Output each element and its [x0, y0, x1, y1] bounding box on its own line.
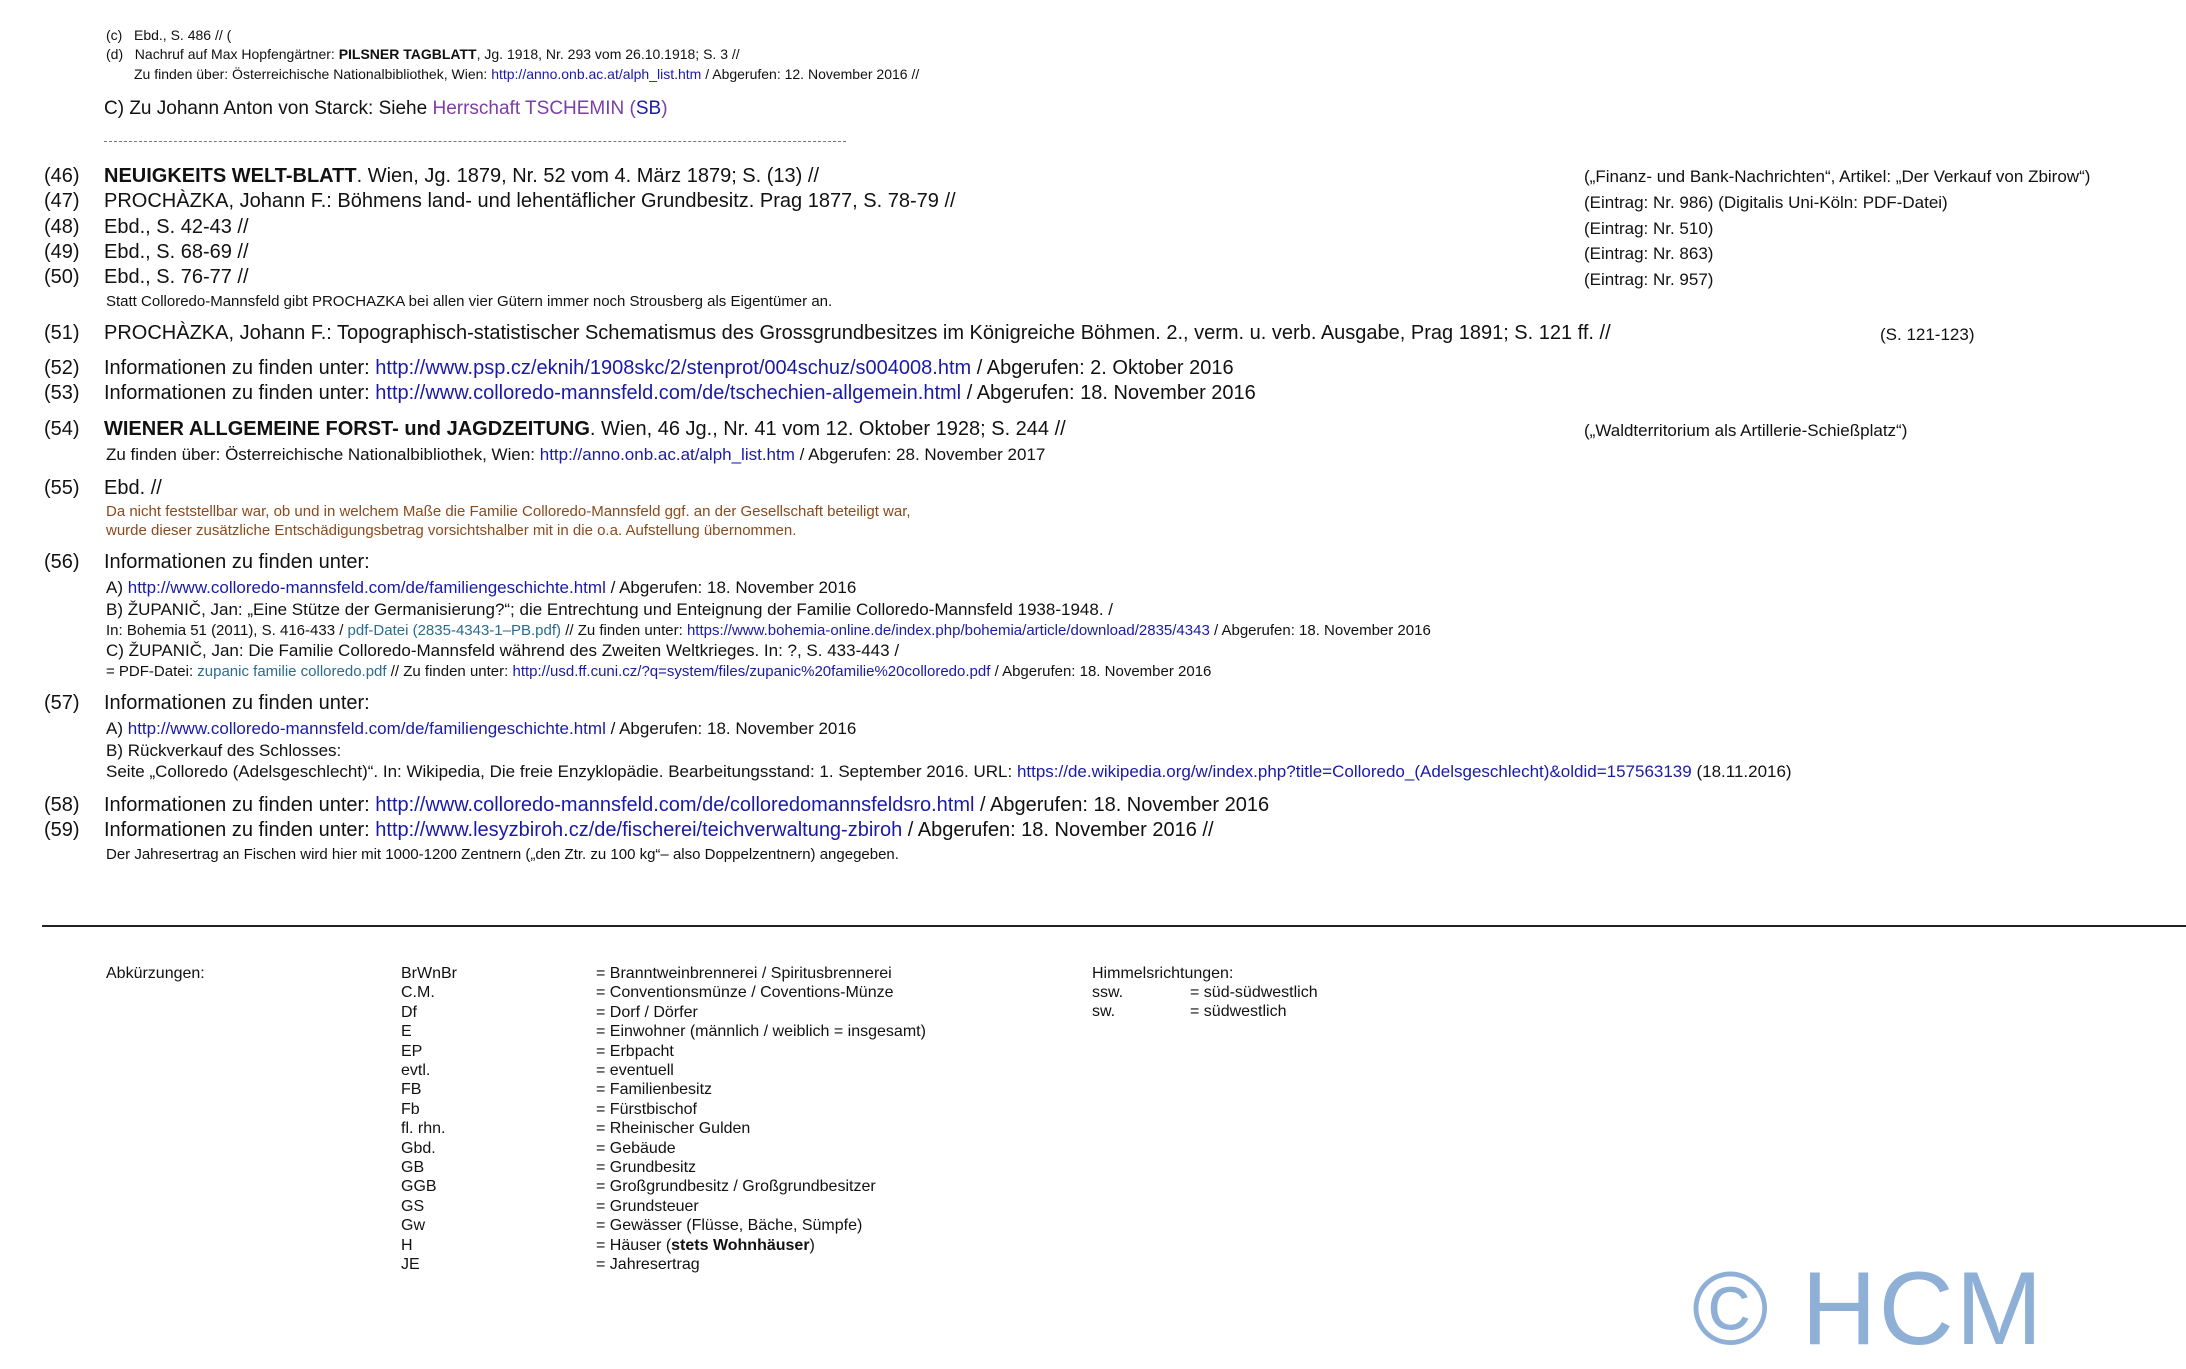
ref-d-label: (d)	[106, 46, 124, 62]
abbrev-value-pre: = Häuser (	[596, 1236, 672, 1254]
entry-number: (50)	[44, 266, 80, 288]
entry-47-note: (Eintrag: Nr. 986) (Digitalis Uni-Köln: PDF-Datei)	[1584, 193, 1948, 212]
abbrev-key: BrWnBr	[401, 965, 457, 982]
ref-c-label: (c)	[106, 27, 123, 43]
himmel-keys	[1092, 983, 1123, 1022]
entry-56-c-in-mid: // Zu finden unter:	[390, 663, 509, 680]
abbrev-value: = Gewässer (Flüsse, Bäche, Sümpfe)	[596, 1217, 863, 1235]
entry-53-post: / Abgerufen: 18. November 2016	[966, 382, 1256, 404]
entry-54-sub	[106, 445, 1045, 465]
entry-56-b: B) ŽUPANIČ, Jan: „Eine Stütze der Germanisierung?“; die Entrechtung und Enteignung der Familie Colloredo-Mannsfeld 1938-1948. /	[106, 600, 1113, 619]
abbrev-key: Fb	[401, 1100, 420, 1118]
cuni-link[interactable]: http://usd.ff.cuni.cz/?q=system/files/zupanic%20familie%20colloredo.pdf	[512, 663, 991, 680]
entry-56-c: C) ŽUPANIČ, Jan: Die Familie Colloredo-Mannsfeld während des Zweiten Weltkrieges. In: ?, S. 433-443 /	[106, 641, 900, 660]
pdf-link[interactable]: pdf-Datei (2835-4343-1–PB.pdf)	[347, 622, 562, 639]
entry-58-pre: Informationen zu finden unter:	[104, 794, 370, 816]
entry-46-bold: NEUIGKEITS WELT-BLATT	[104, 165, 357, 187]
dashed-divider	[104, 141, 846, 142]
entry-46-text: . Wien, Jg. 1879, Nr. 52 vom 4. März 1879; S. (13) //	[356, 165, 819, 187]
abbrev-key: E	[401, 1023, 412, 1041]
entry-number: (56)	[44, 551, 80, 573]
abbrev-value-post: )	[809, 1236, 815, 1254]
abbrev-title: Abkürzungen:	[106, 965, 205, 982]
abbrev-key: EP	[401, 1042, 423, 1060]
entry-54	[104, 418, 1066, 441]
himmel-value: = südwestlich	[1190, 1003, 1287, 1021]
himmel-key: ssw.	[1092, 984, 1124, 1001]
entry-58-post: / Abgerufen: 18. November 2016	[980, 794, 1270, 816]
colloredo-sro-link[interactable]: http://www.colloredo-mannsfeld.com/de/colloredomannsfeldsro.html	[375, 794, 975, 816]
entry-55-note-1: Da nicht feststellbar war, ob und in welchem Maße die Familie Colloredo-Mannsfeld ggf. an der Gesellschaft beteiligt war,	[106, 503, 911, 520]
entry-48-note: (Eintrag: Nr. 510)	[1584, 219, 1714, 238]
entry-57-b: B) Rückverkauf des Schlosses:	[106, 741, 342, 760]
ref-d-bold: PILSNER TAGBLATT	[338, 46, 477, 62]
abbrev-key: Gbd.	[401, 1139, 436, 1157]
abbrev-key: H	[401, 1236, 413, 1254]
himmel-title: Himmelsrichtungen:	[1092, 965, 1234, 982]
entry-54-bold: WIENER ALLGEMEINE FORST- und JAGDZEITUNG	[104, 418, 590, 440]
psp-link[interactable]: http://www.psp.cz/eknih/1908skc/2/stenprot/004schuz/s004008.htm	[375, 357, 972, 379]
entry-number: (59)	[44, 819, 80, 841]
entry-number: (55)	[44, 477, 80, 499]
ref-d-post: , Jg. 1918, Nr. 293 vom 26.10.1918; S. 3 //	[476, 46, 740, 62]
familiengeschichte-link[interactable]: http://www.colloredo-mannsfeld.com/de/familiengeschichte.html	[127, 719, 606, 738]
entry-52	[104, 357, 1234, 380]
entry-number: (54)	[44, 418, 80, 440]
entry-57-a	[106, 719, 856, 739]
entry-56-b-in-pre: In: Bohemia 51 (2011), S. 416-433 /	[106, 622, 344, 639]
entry-57: Informationen zu finden unter:	[104, 692, 370, 714]
abbrev-value: = Conventionsmünze / Coventions-Münze	[596, 984, 894, 1002]
abbrev-value	[596, 1236, 926, 1255]
entry-54-note: („Waldterritorium als Artillerie-Schießplatz“)	[1584, 421, 1908, 440]
entry-56: Informationen zu finden unter:	[104, 551, 370, 573]
abbrev-value: = Grundsteuer	[596, 1197, 699, 1215]
entry-50-sub: Statt Colloredo-Mannsfeld gibt PROCHAZKA bei allen vier Gütern immer noch Strousberg als Eigentümer an.	[106, 293, 833, 310]
entry-49: Ebd., S. 68-69 //	[104, 241, 249, 263]
entry-53	[104, 382, 1256, 405]
himmel-values	[1190, 983, 1318, 1022]
ref-d	[106, 46, 740, 62]
entry-54-text: . Wien, 46 Jg., Nr. 41 vom 12. Oktober 1928; S. 244 //	[589, 418, 1066, 440]
entry-51-note: (S. 121-123)	[1880, 325, 1975, 344]
entry-52-pre: Informationen zu finden unter:	[104, 357, 370, 379]
abbrev-value: = Gebäude	[596, 1139, 676, 1157]
entry-number: (52)	[44, 357, 80, 379]
entry-number: (49)	[44, 241, 80, 263]
entry-57-a-pre: A)	[106, 719, 123, 738]
abbrev-key: C.M.	[401, 984, 435, 1002]
abbrev-value: = Branntweinbrennerei / Spiritusbrennerei	[596, 965, 892, 982]
abbrev-key: JE	[401, 1256, 420, 1274]
entry-50-note: (Eintrag: Nr. 957)	[1584, 270, 1714, 289]
entry-46-note: („Finanz- und Bank-Nachrichten“, Artikel: „Der Verkauf von Zbirow“)	[1584, 167, 2091, 186]
starck-line	[104, 98, 668, 120]
entry-number: (53)	[44, 382, 80, 404]
entry-54-sub-pre: Zu finden über: Österreichische Nationalbibliothek, Wien:	[106, 445, 535, 464]
entry-number: (51)	[44, 322, 80, 344]
entry-56-a	[106, 578, 856, 598]
entry-46	[104, 165, 819, 188]
entry-number: (47)	[44, 190, 80, 212]
abbrev-key: fl. rhn.	[401, 1120, 446, 1138]
entry-57-wiki-pre: Seite „Colloredo (Adelsgeschlecht)“. In: Wikipedia, Die freie Enzyklopädie. Bearbeitungsstand: 1. September 2016. URL:	[106, 762, 1013, 781]
abbrev-value: = Jahresertrag	[596, 1256, 700, 1274]
entry-56-c-in-post: / Abgerufen: 18. November 2016	[994, 663, 1212, 680]
copyright-watermark: © HCM	[1692, 1251, 2045, 1367]
ref-c	[106, 27, 231, 43]
entry-number: (57)	[44, 692, 80, 714]
entry-55: Ebd. //	[104, 477, 162, 499]
abbrev-key: GB	[401, 1159, 425, 1177]
entry-54-sub-post: / Abgerufen: 28. November 2017	[799, 445, 1046, 464]
abbrev-value: = Familienbesitz	[596, 1081, 713, 1099]
abbrev-value: = eventuell	[596, 1062, 674, 1080]
entry-number: (46)	[44, 165, 80, 187]
himmel-value: = süd-südwestlich	[1190, 984, 1318, 1001]
entry-56-c-in-pre: = PDF-Datei:	[106, 663, 194, 680]
starck-pre: C) Zu Johann Anton von Starck: Siehe	[104, 98, 428, 119]
footer-rule	[42, 925, 2186, 927]
bohemia-link[interactable]: https://www.bohemia-online.de/index.php/bohemia/article/download/2835/4343	[686, 622, 1210, 639]
abbrev-value: = Rheinischer Gulden	[596, 1120, 751, 1138]
entry-57-wiki-post: (18.11.2016)	[1696, 762, 1792, 781]
entry-47: PROCHÀZKA, Johann F.: Böhmens land- und lehentäflicher Grundbesitz. Prag 1877, S. 78-79 //	[104, 190, 956, 212]
ref-c-text: Ebd., S. 486 // (	[134, 27, 232, 43]
abbrev-value-bold: stets Wohnhäuser	[671, 1236, 810, 1254]
abbrev-key: evtl.	[401, 1062, 431, 1080]
ref-d-pre: Nachruf auf Max Hopfengärtner:	[134, 46, 335, 62]
sb-paren-open: (	[629, 98, 636, 119]
entry-51: PROCHÀZKA, Johann F.: Topographisch-statistischer Schematismus des Grossgrundbesitzes im Königreiche Böhmen. 2., verm. u. verb. Ausgabe, Prag 1891; S. 121 ff. //	[104, 322, 1611, 344]
entry-number: (48)	[44, 216, 80, 238]
abbrev-key: GGB	[401, 1178, 437, 1196]
entry-57-a-post: / Abgerufen: 18. November 2016	[610, 719, 857, 738]
colloredo-link[interactable]: http://www.colloredo-mannsfeld.com/de/tschechien-allgemein.html	[375, 382, 962, 404]
abbrev-key: Df	[401, 1003, 417, 1021]
entry-53-pre: Informationen zu finden unter:	[104, 382, 370, 404]
find-pre: Zu finden über: Österreichische Nationalbibliothek, Wien:	[134, 66, 488, 82]
find-post: / Abgerufen: 12. November 2016 //	[705, 66, 920, 82]
entry-59-sub: Der Jahresertrag an Fischen wird hier mit 1000-1200 Zentnern („den Ztr. zu 100 kg“– also Doppelzentnern) angegeben.	[106, 846, 899, 863]
sb-link[interactable]: SB	[635, 98, 662, 119]
entry-50: Ebd., S. 76-77 //	[104, 266, 249, 288]
entry-56-a-post: / Abgerufen: 18. November 2016	[610, 578, 857, 597]
entry-52-post: / Abgerufen: 2. Oktober 2016	[976, 357, 1234, 379]
abbrev-value: = Grundbesitz	[596, 1159, 697, 1177]
entry-56-c-in	[106, 663, 1211, 680]
abbrev-value: = Dorf / Dörfer	[596, 1003, 698, 1021]
entry-59-post: / Abgerufen: 18. November 2016 //	[907, 819, 1214, 841]
entry-56-b-in	[106, 622, 1431, 639]
entry-48: Ebd., S. 42-43 //	[104, 216, 249, 238]
ref-d-find	[134, 66, 919, 82]
entry-55-note-2: wurde dieser zusätzliche Entschädigungsbetrag vorsichtshalber mit in die o.a. Aufstellung übernommen.	[106, 522, 797, 539]
pdf-link[interactable]: zupanic familie colloredo.pdf	[197, 663, 387, 680]
entry-56-b-in-post: / Abgerufen: 18. November 2016	[1213, 622, 1431, 639]
entry-number: (58)	[44, 794, 80, 816]
sb-paren-close: )	[661, 98, 668, 119]
familiengeschichte-link[interactable]: http://www.colloredo-mannsfeld.com/de/familiengeschichte.html	[127, 578, 606, 597]
wikipedia-link[interactable]: https://de.wikipedia.org/w/index.php?title=Colloredo_(Adelsgeschlecht)&oldid=157563139	[1016, 762, 1692, 781]
entry-57-wiki	[106, 762, 1792, 782]
entry-49-note: (Eintrag: Nr. 863)	[1584, 244, 1714, 263]
abbrev-value: = Großgrundbesitz / Großgrundbesitzer	[596, 1178, 876, 1196]
abbrev-key: Gw	[401, 1217, 425, 1235]
lesyzbiroh-link[interactable]: http://www.lesyzbiroh.cz/de/fischerei/teichverwaltung-zbiroh	[375, 819, 903, 841]
abbrev-keys	[401, 964, 457, 1275]
abbrev-value: = Fürstbischof	[596, 1100, 697, 1118]
abbrev-value: = Erbpacht	[596, 1042, 674, 1060]
himmel-key: sw.	[1092, 1003, 1116, 1021]
onb-link[interactable]: http://anno.onb.ac.at/alph_list.htm	[491, 66, 702, 82]
entry-56-a-pre: A)	[106, 578, 123, 597]
abbrev-value: = Einwohner (männlich / weiblich = insgesamt)	[596, 1023, 926, 1041]
entry-59-pre: Informationen zu finden unter:	[104, 819, 370, 841]
abbrev-key: FB	[401, 1081, 422, 1099]
tschemin-link[interactable]: Herrschaft TSCHEMIN	[432, 98, 625, 119]
entry-58	[104, 794, 1269, 817]
entry-59	[104, 819, 1214, 842]
abbrev-values	[596, 964, 926, 1275]
abbrev-key: GS	[401, 1197, 425, 1215]
onb-link[interactable]: http://anno.onb.ac.at/alph_list.htm	[539, 445, 795, 464]
entry-56-b-in-mid: // Zu finden unter:	[565, 622, 683, 639]
